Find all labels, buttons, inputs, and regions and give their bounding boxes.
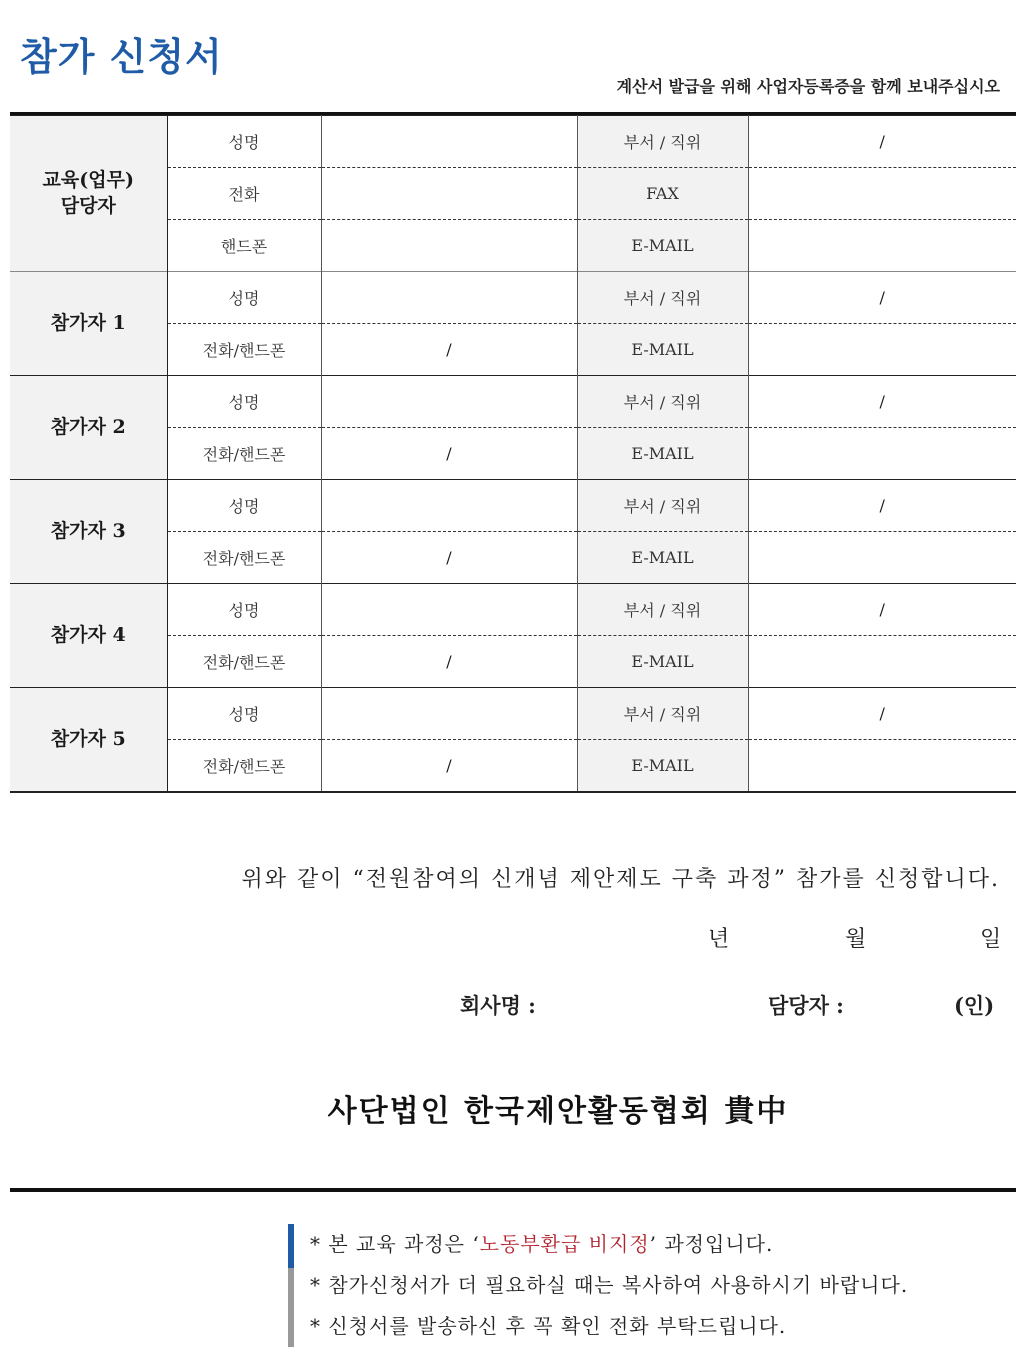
- field-label: E-MAIL: [577, 740, 748, 792]
- manager-fax-field[interactable]: [748, 168, 1016, 220]
- participant-2-row-name: [10, 376, 1016, 428]
- note-1-prefix: * 본 교육 과정은 ‘: [310, 1232, 480, 1256]
- field-label: E-MAIL: [577, 220, 748, 272]
- field-label: 전화/핸드폰: [167, 740, 321, 792]
- participant-4-dept-position-field[interactable]: /: [748, 584, 1016, 636]
- registration-note: 계산서 발급을 위해 사업자등록증을 함께 보내주십시오: [616, 77, 1000, 96]
- field-label: 전화/핸드폰: [167, 324, 321, 376]
- field-label: 핸드폰: [167, 220, 321, 272]
- field-label: 성명: [167, 584, 321, 636]
- participant-5-email-field[interactable]: [748, 740, 1016, 792]
- participant-2-dept-position-field[interactable]: /: [748, 376, 1016, 428]
- participant-2-name-field[interactable]: [321, 376, 577, 428]
- participant-3-row-name: [10, 480, 1016, 532]
- field-label: 부서 / 직위: [577, 116, 748, 168]
- application-form-table: [10, 115, 1016, 791]
- note-line-2: * 참가신청서가 더 필요하실 때는 복사하여 사용하시기 바랍니다.: [310, 1273, 909, 1297]
- participant-4-phone-field[interactable]: /: [321, 636, 577, 688]
- participant-5-name-field[interactable]: [321, 688, 577, 740]
- field-label: 부서 / 직위: [577, 688, 748, 740]
- participant-1-dept-position-field[interactable]: /: [748, 272, 1016, 324]
- participant-4-row-name: [10, 584, 1016, 636]
- manager-email-field[interactable]: [748, 220, 1016, 272]
- field-label: 성명: [167, 688, 321, 740]
- seal-mark: (인): [954, 993, 995, 1018]
- manager-row-name: [10, 116, 1016, 168]
- field-label: 성명: [167, 272, 321, 324]
- manager-sign-label: 담당자 :: [768, 993, 844, 1018]
- participant-4-email-field[interactable]: [748, 636, 1016, 688]
- application-statement: 위와 같이 “전원참여의 신개념 제안제도 구축 과정” 참가를 신청합니다.: [241, 867, 1000, 892]
- note-line-3: * 신청서를 발송하신 후 꼭 확인 전화 부탁드립니다.: [310, 1314, 787, 1338]
- field-label: 전화/핸드폰: [167, 532, 321, 584]
- table-bottom-border: [10, 791, 1016, 793]
- field-label: 부서 / 직위: [577, 272, 748, 324]
- page-title: 참가 신청서: [20, 35, 223, 79]
- participant-3-name-field[interactable]: [321, 480, 577, 532]
- manager-group-label: 교육(업무) 담당자: [10, 116, 167, 272]
- manager-name-field[interactable]: [321, 116, 577, 168]
- participant-5-phone-field[interactable]: /: [321, 740, 577, 792]
- note-1-highlight: 노동부환급 비지정: [479, 1232, 650, 1256]
- field-label: 부서 / 직위: [577, 584, 748, 636]
- field-label: 부서 / 직위: [577, 376, 748, 428]
- participant-1-email-field[interactable]: [748, 324, 1016, 376]
- participant-3-email-field[interactable]: [748, 532, 1016, 584]
- participant-1-phone-field[interactable]: /: [321, 324, 577, 376]
- participant-3-phone-field[interactable]: /: [321, 532, 577, 584]
- field-label: E-MAIL: [577, 532, 748, 584]
- recipient-organization: 사단법인 한국제안활동협회 貴中: [327, 1094, 789, 1129]
- field-label: E-MAIL: [577, 636, 748, 688]
- manager-dept-position-field[interactable]: /: [748, 116, 1016, 168]
- manager-mobile-field[interactable]: [321, 220, 577, 272]
- field-label: 전화/핸드폰: [167, 428, 321, 480]
- participant-3-label: 참가자 3: [10, 480, 167, 584]
- participant-5-dept-position-field[interactable]: /: [748, 688, 1016, 740]
- participant-5-label: 참가자 5: [10, 688, 167, 792]
- date-day-label: 일: [980, 927, 1002, 952]
- participant-2-label: 참가자 2: [10, 376, 167, 480]
- field-label: E-MAIL: [577, 324, 748, 376]
- field-label: 성명: [167, 480, 321, 532]
- participant-2-email-field[interactable]: [748, 428, 1016, 480]
- footer-divider: [10, 1188, 1016, 1192]
- date-month-label: 월: [845, 927, 867, 952]
- participant-3-dept-position-field[interactable]: /: [748, 480, 1016, 532]
- note-line-1: [310, 1224, 1024, 1265]
- field-label: E-MAIL: [577, 428, 748, 480]
- field-label: 전화/핸드폰: [167, 636, 321, 688]
- participant-2-phone-field[interactable]: /: [321, 428, 577, 480]
- note-1-suffix: ’ 과정입니다.: [649, 1232, 774, 1256]
- notes-box: [288, 1224, 1024, 1347]
- manager-phone-field[interactable]: [321, 168, 577, 220]
- participant-4-name-field[interactable]: [321, 584, 577, 636]
- participant-1-label: 참가자 1: [10, 272, 167, 376]
- participant-5-row-name: [10, 688, 1016, 740]
- field-label: 부서 / 직위: [577, 480, 748, 532]
- field-label: 전화: [167, 168, 321, 220]
- participant-4-label: 참가자 4: [10, 584, 167, 688]
- notes-accent-bar: [288, 1224, 294, 1268]
- field-label: 성명: [167, 116, 321, 168]
- date-year-label: 년: [708, 927, 730, 952]
- field-label: FAX: [577, 168, 748, 220]
- field-label: 성명: [167, 376, 321, 428]
- company-name-label: 회사명 :: [460, 993, 536, 1018]
- participant-1-row-name: [10, 272, 1016, 324]
- participant-1-name-field[interactable]: [321, 272, 577, 324]
